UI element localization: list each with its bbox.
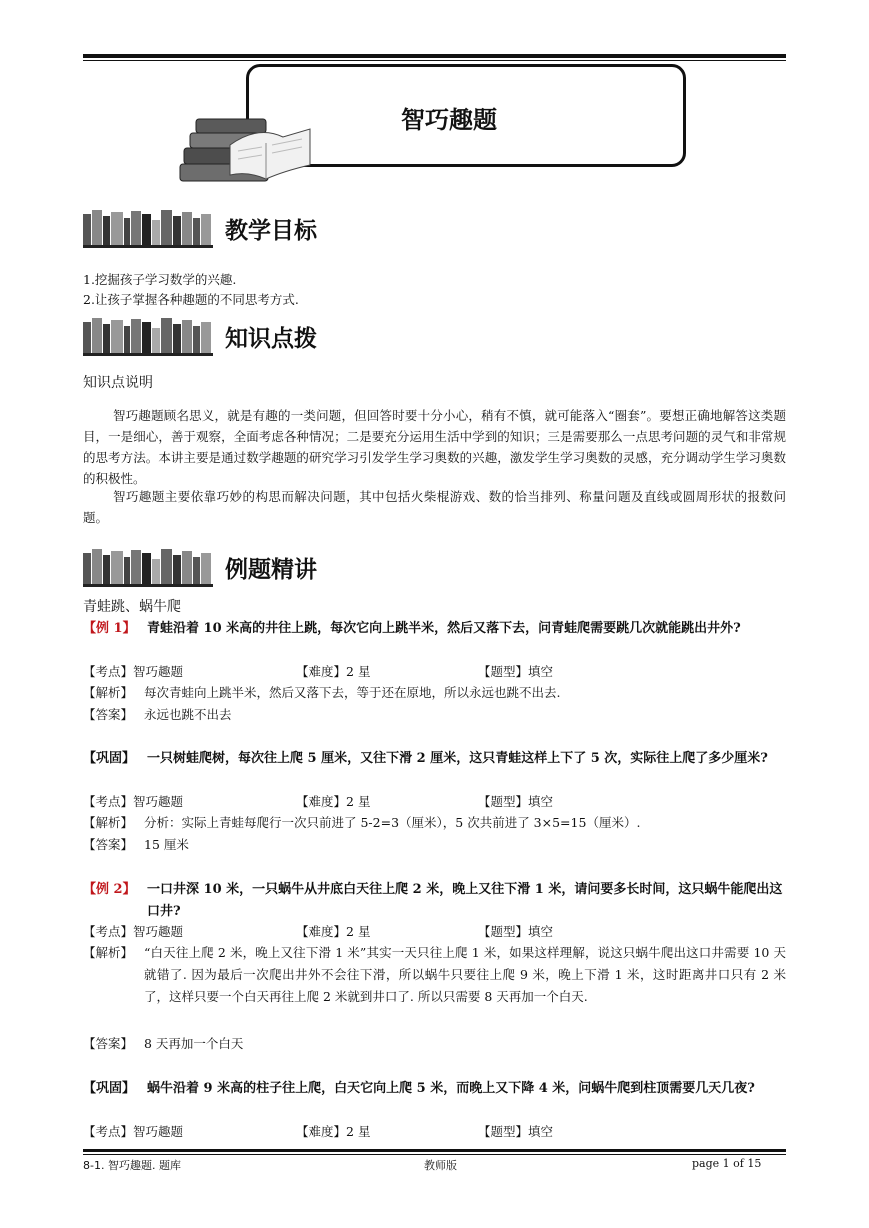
nandu-value: 2 星 — [346, 1124, 371, 1139]
daan-label: 【答案】 — [83, 837, 134, 852]
page-number: page 1 of 15 — [692, 1157, 762, 1170]
answer-row — [83, 704, 786, 726]
nandu-label: 【难度】 — [296, 664, 347, 679]
answer-text: 15 厘米 — [144, 837, 189, 852]
nandu-value: 2 星 — [346, 794, 371, 809]
answer-row — [83, 1033, 786, 1055]
tixing-value: 填空 — [528, 1124, 554, 1139]
answer-text: 8 天再加一个白天 — [144, 1036, 244, 1051]
topic-heading: 青蛙跳、蜗牛爬 — [83, 599, 181, 615]
bookshelf-icon — [83, 547, 213, 587]
kaodian-value: 智巧趣题 — [133, 924, 184, 939]
practice-question — [83, 1078, 786, 1100]
tixing-label: 【题型】 — [478, 1124, 529, 1139]
analysis-text: “白天往上爬 2 米，晚上又往下滑 1 米”其实一天只往上爬 1 米，如果这样理解，说这只蜗牛爬出这口井需要 10 天就错了. 因为最后一次爬出井外不会往下滑，所以蜗牛只要往上爬 9 米，晚上下滑 1 米，这时距离井口只有 2 米了，这样只要一个白天再往上爬 2 米就到井口了. 所以只需要 8 天再加一个白天. — [144, 945, 786, 1004]
practice-tag: 【巩固】 — [83, 751, 136, 766]
example-tag: 【例 2】 — [83, 882, 136, 897]
tixing-value: 填空 — [528, 794, 554, 809]
footer-rule-thin — [83, 1154, 786, 1155]
question-text: 蜗牛沿着 9 米高的柱子往上爬，白天它向上爬 5 米，而晚上又下降 4 米，问蜗牛爬到柱顶需要几天几夜? — [147, 1081, 755, 1096]
footer-rule — [83, 1149, 786, 1152]
analysis-text: 每次青蛙向上跳半米，然后又落下去，等于还在原地，所以永远也跳不出去. — [144, 685, 561, 700]
section-title: 教学目标 — [225, 218, 317, 244]
tixing-value: 填空 — [528, 664, 554, 679]
knowledge-subtitle: 知识点说明 — [83, 375, 153, 391]
goal-item: 2.让孩子掌握各种趣题的不同思考方式. — [83, 292, 299, 307]
jiexi-label: 【解析】 — [83, 685, 134, 700]
section-title: 例题精讲 — [225, 557, 317, 583]
example-tag: 【例 1】 — [83, 621, 136, 636]
practice-question — [83, 748, 786, 770]
kaodian-value: 智巧趣题 — [133, 1124, 184, 1139]
kaodian-label: 【考点】 — [83, 794, 134, 809]
knowledge-paragraph: 智巧趣题顾名思义，就是有趣的一类问题，但回答时要十分小心，稍有不慎，就可能落入“圈套”。要想正确地解答这类题目，一是细心，善于观察，全面考虑各种情况；二是要充分运用生活中学到的知识；三是需要那么一点思考问题的灵气和非常规的思考方法。本讲主要是通过数学趣题的研究学习引发学生学习奥数的兴趣，激发学生学习奥数的灵感，充分调动学生学习奥数的积极性。 — [83, 408, 786, 486]
answer-text: 永远也跳不出去 — [144, 707, 232, 722]
kaodian-label: 【考点】 — [83, 664, 134, 679]
nandu-label: 【难度】 — [296, 1124, 347, 1139]
meta-row — [83, 662, 554, 682]
analysis-row — [83, 942, 786, 1008]
kaodian-value: 智巧趣题 — [133, 664, 184, 679]
tixing-value: 填空 — [528, 924, 554, 939]
footer-source: 8-1. 智巧趣题. 题库 — [83, 1159, 181, 1172]
practice-tag: 【巩固】 — [83, 1081, 136, 1096]
nandu-label: 【难度】 — [296, 924, 347, 939]
nandu-value: 2 星 — [346, 924, 371, 939]
answer-row — [83, 834, 786, 856]
header-rule — [83, 54, 786, 58]
tixing-label: 【题型】 — [478, 924, 529, 939]
question-text: 一只树蛙爬树，每次往上爬 5 厘米，又往下滑 2 厘米，这只青蛙这样上下了 5 次，实际往上爬了多少厘米? — [147, 751, 768, 766]
nandu-value: 2 星 — [346, 664, 371, 679]
goal-item: 1.挖掘孩子学习数学的兴趣. — [83, 272, 237, 287]
analysis-row — [83, 682, 786, 704]
example-question — [83, 618, 786, 640]
meta-row — [83, 1122, 554, 1142]
question-text: 青蛙沿着 10 米高的井往上跳，每次它向上跳半米，然后又落下去，问青蛙爬需要跳几次就能跳出井外? — [147, 621, 741, 636]
kaodian-label: 【考点】 — [83, 1124, 134, 1139]
header-rule-thin — [83, 60, 786, 61]
bookshelf-icon — [83, 208, 213, 248]
daan-label: 【答案】 — [83, 707, 134, 722]
knowledge-paragraph: 智巧趣题主要依靠巧妙的构思而解决问题，其中包括火柴棍游戏、数的恰当排列、称量问题及直线或圆周形状的报数问题。 — [83, 489, 786, 525]
jiexi-label: 【解析】 — [83, 815, 134, 830]
example-question — [83, 879, 786, 923]
nandu-label: 【难度】 — [296, 794, 347, 809]
question-text: 一口井深 10 米，一只蜗牛从井底白天往上爬 2 米，晚上又往下滑 1 米，请问要多长时间，这只蜗牛能爬出这口井? — [147, 882, 783, 919]
kaodian-label: 【考点】 — [83, 924, 134, 939]
meta-row — [83, 922, 554, 942]
section-title: 知识点拨 — [225, 326, 317, 352]
meta-row — [83, 792, 554, 812]
analysis-text: 分析：实际上青蛙每爬行一次只前进了 5-2=3（厘米），5 次共前进了 3×5=15（厘米）. — [144, 815, 641, 830]
footer-edition: 教师版 — [424, 1159, 457, 1172]
daan-label: 【答案】 — [83, 1036, 134, 1051]
jiexi-label: 【解析】 — [83, 945, 134, 960]
tixing-label: 【题型】 — [478, 664, 529, 679]
analysis-row — [83, 812, 786, 834]
tixing-label: 【题型】 — [478, 794, 529, 809]
kaodian-value: 智巧趣题 — [133, 794, 184, 809]
page-title: 智巧趣题 — [401, 106, 497, 134]
bookshelf-icon — [83, 316, 213, 356]
